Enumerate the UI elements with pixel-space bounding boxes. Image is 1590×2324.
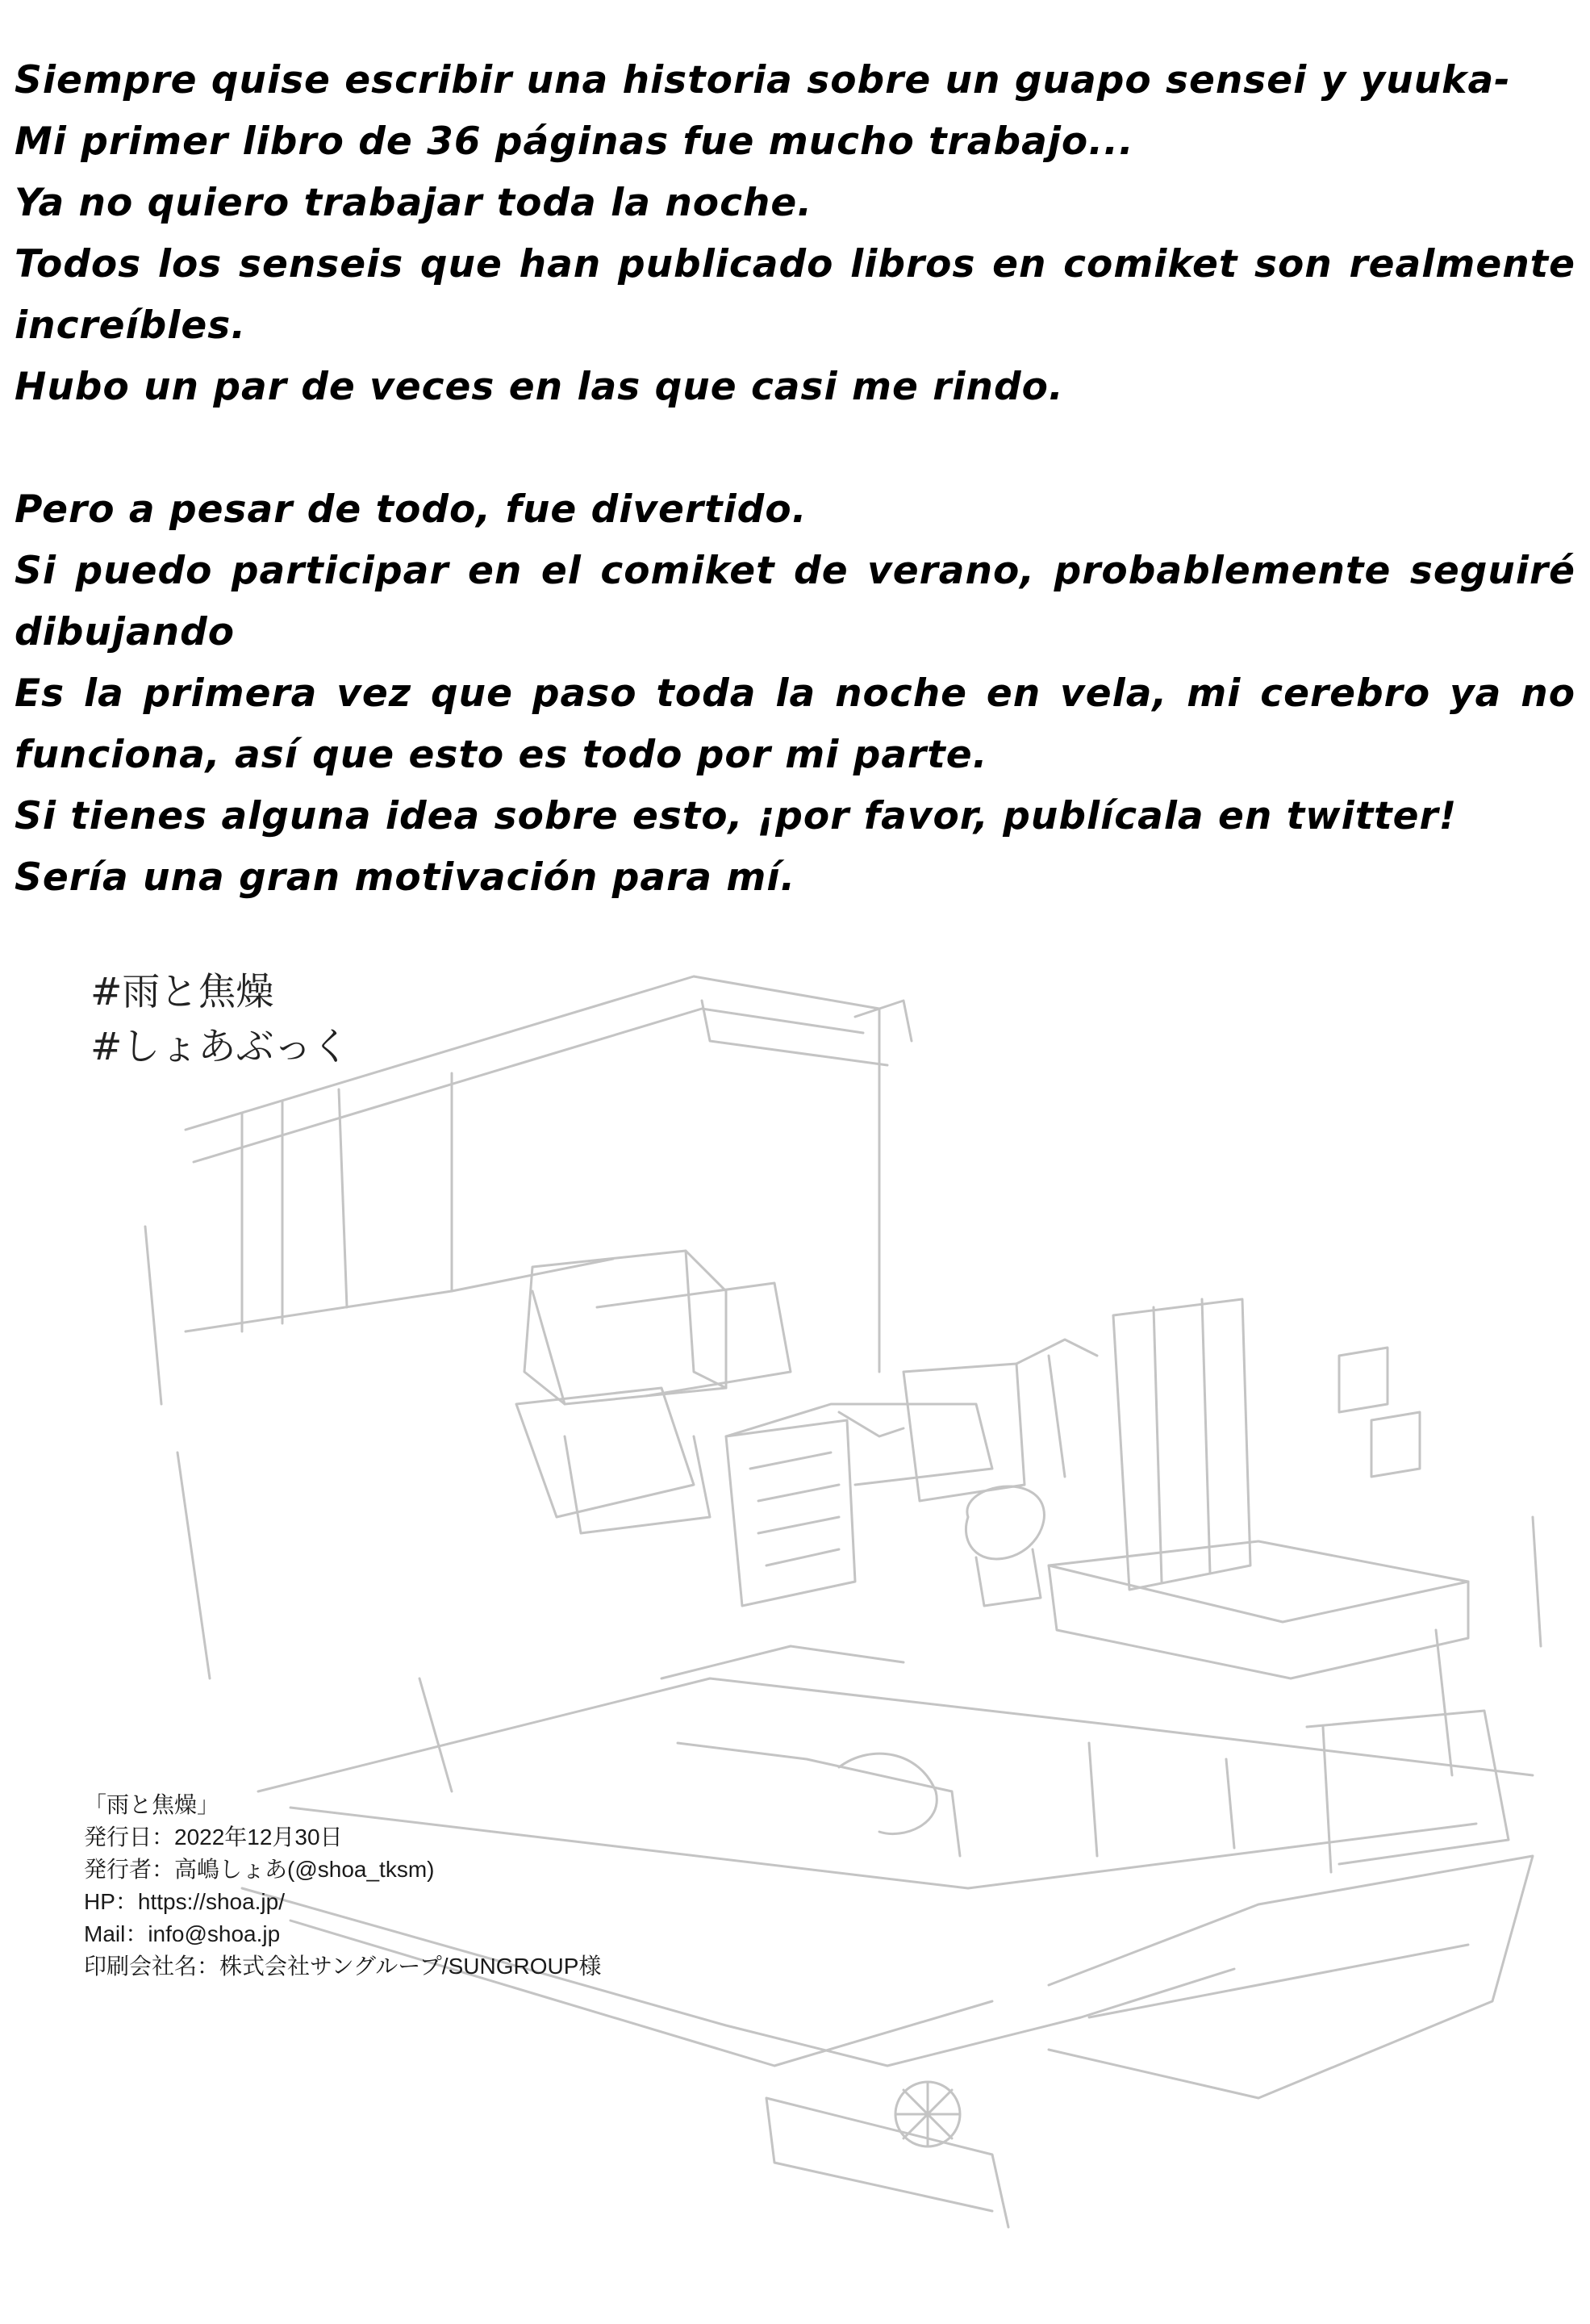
colophon-title: 「雨と焦燥」: [84, 1792, 220, 1817]
afterword-line: Hubo un par de veces en las que casi me rindo.: [15, 365, 1064, 409]
afterword-line: Es la primera vez que paso toda la noche en vela, mi cerebro ya no funciona, así que esto es todo por mi parte.: [15, 671, 1575, 777]
colophon-mail: Mail：info@shoa.jp: [84, 1921, 281, 1946]
afterword-line: Ya no quiero trabajar toda la noche.: [15, 181, 813, 225]
afterword-line: Siempre quise escribir una historia sobre un guapo sensei y yuuka-: [15, 58, 1511, 102]
colophon: [84, 1789, 601, 1983]
paragraph-break: [15, 418, 1575, 479]
afterword-line: Si tienes alguna idea sobre esto, ¡por favor, publícala en twitter!: [15, 794, 1458, 838]
colophon-printer: 印刷会社名：株式会社サングループ/SUNGROUP様: [84, 1954, 602, 1979]
colophon-homepage: HP：https://shoa.jp/: [84, 1889, 286, 1914]
colophon-date: 発行日：2022年12月30日: [84, 1825, 343, 1850]
afterword-line: Mi primer libro de 36 páginas fue mucho trabajo...: [15, 119, 1134, 164]
hashtag: #しょあぶっく: [90, 1025, 350, 1069]
afterword-text: [15, 50, 1575, 909]
afterword-line: Pero a pesar de todo, fue divertido.: [15, 487, 808, 532]
hashtag-list: [90, 965, 349, 1075]
afterword-line: Sería una gran motivación para mí.: [15, 855, 796, 900]
hashtag: #雨と焦燥: [90, 970, 274, 1014]
colophon-publisher: 発行者：高嶋しょあ(@shoa_tksm): [84, 1857, 435, 1882]
afterword-line: Si puedo participar en el comiket de verano, probablemente seguiré dibujando: [15, 549, 1575, 654]
afterword-line: Todos los senseis que han publicado libros en comiket son realmente increíbles.: [15, 242, 1575, 348]
room-sketch-illustration: [0, 952, 1590, 2324]
